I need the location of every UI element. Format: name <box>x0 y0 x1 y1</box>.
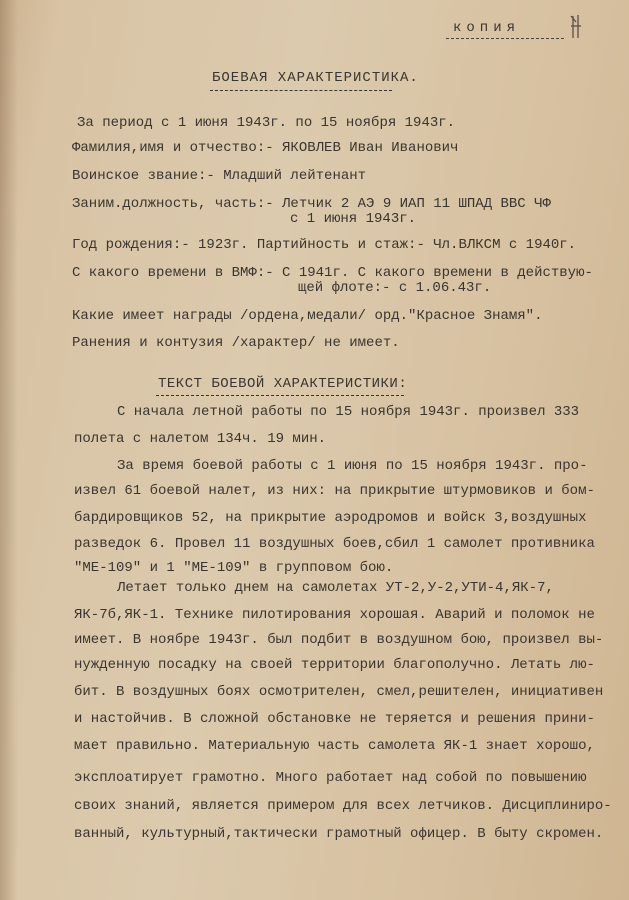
header-line-position: Заним.должность, часть:- Летчик 2 АЭ 9 ИАП 11 ШПАД ВВС ЧФ <box>72 196 551 212</box>
header-line-birth-party: Год рождения:- 1923г. Партийность и стаж:- Чл.ВЛКСМ с 1940г. <box>72 237 577 253</box>
handwritten-mark-icon <box>570 14 582 40</box>
header-line-position-date: с 1 июня 1943г. <box>290 211 417 227</box>
body-line: имеет. В ноябре 1943г. был подбит в воздушном бою, произвел вы- <box>74 632 604 648</box>
body-line: извел 61 боевой налет, из них: на прикрытие штурмовиков и бом- <box>74 483 595 499</box>
header-line-name: Фамилия,имя и отчество:- ЯКОВЛЕВ Иван Иванович <box>72 140 459 156</box>
body-line: бит. В воздушных боях осмотрителен, смел,решителен, инициативен <box>74 684 604 700</box>
body-line: нужденную посадку на своей территории благополучно. Летать лю- <box>74 657 595 673</box>
body-line: Летает только днем на самолетах УТ-2,У-2,УТИ-4,ЯК-7, <box>117 580 554 596</box>
copy-stamp: копия <box>453 20 521 36</box>
title-underline <box>210 90 392 91</box>
body-line: За время боевой работы с 1 июня по 15 ноября 1943г. про- <box>117 458 588 474</box>
page-edge-shadow <box>0 0 18 900</box>
header-line-awards: Какие имеет награды /ордена,медали/ орд."Красное Знамя". <box>72 308 543 324</box>
body-line: разведок 6. Провел 11 воздушных боев,сбил 1 самолет противника <box>74 536 595 552</box>
body-line: и настойчив. В сложной обстановке не теряется и решения прини- <box>74 711 595 727</box>
section-title-underline <box>156 395 404 396</box>
copy-stamp-underline <box>446 38 564 39</box>
header-line-service: С какого времени в ВМФ:- С 1941г. С какого времени в действую- <box>72 265 593 281</box>
body-line: бардировщиков 52, на прикрытие аэродромов и войск 3,воздушных <box>74 510 587 526</box>
header-line-service-cont: щей флоте:- с 1.06.43г. <box>298 280 492 296</box>
body-line: мает правильно. Материальную часть самолета ЯК-1 знает хорошо, <box>74 738 595 754</box>
body-line: своих знаний, является примером для всех летчиков. Дисциплиниро- <box>74 798 612 814</box>
body-line: С начала летной работы по 15 ноября 1943г. произвел 333 <box>117 404 580 420</box>
header-line-wounds: Ранения и контузия /характер/ не имеет. <box>72 335 400 351</box>
header-line-rank: Воинское звание:- Младший лейтенант <box>72 168 367 184</box>
body-line: "МЕ-109" и 1 "МЕ-109" в групповом бою. <box>74 560 394 576</box>
body-line: полета с налетом 134ч. 19 мин. <box>74 431 327 447</box>
body-line: ЯК-7б,ЯК-1. Технике пилотирования хорошая. Аварий и поломок не <box>74 607 595 623</box>
body-line: ванный, культурный,тактически грамотный офицер. В быту скромен. <box>74 826 604 842</box>
header-line-period: За период с 1 июня 1943г. по 15 ноября 1943г. <box>77 115 456 131</box>
section-title: ТЕКСТ БОЕВОЙ ХАРАКТЕРИСТИКИ: <box>158 376 408 392</box>
document-title: БОЕВАЯ ХАРАКТЕРИСТИКА. <box>212 70 419 86</box>
body-line: эксплоатирует грамотно. Много работает над собой по повышению <box>74 770 587 786</box>
